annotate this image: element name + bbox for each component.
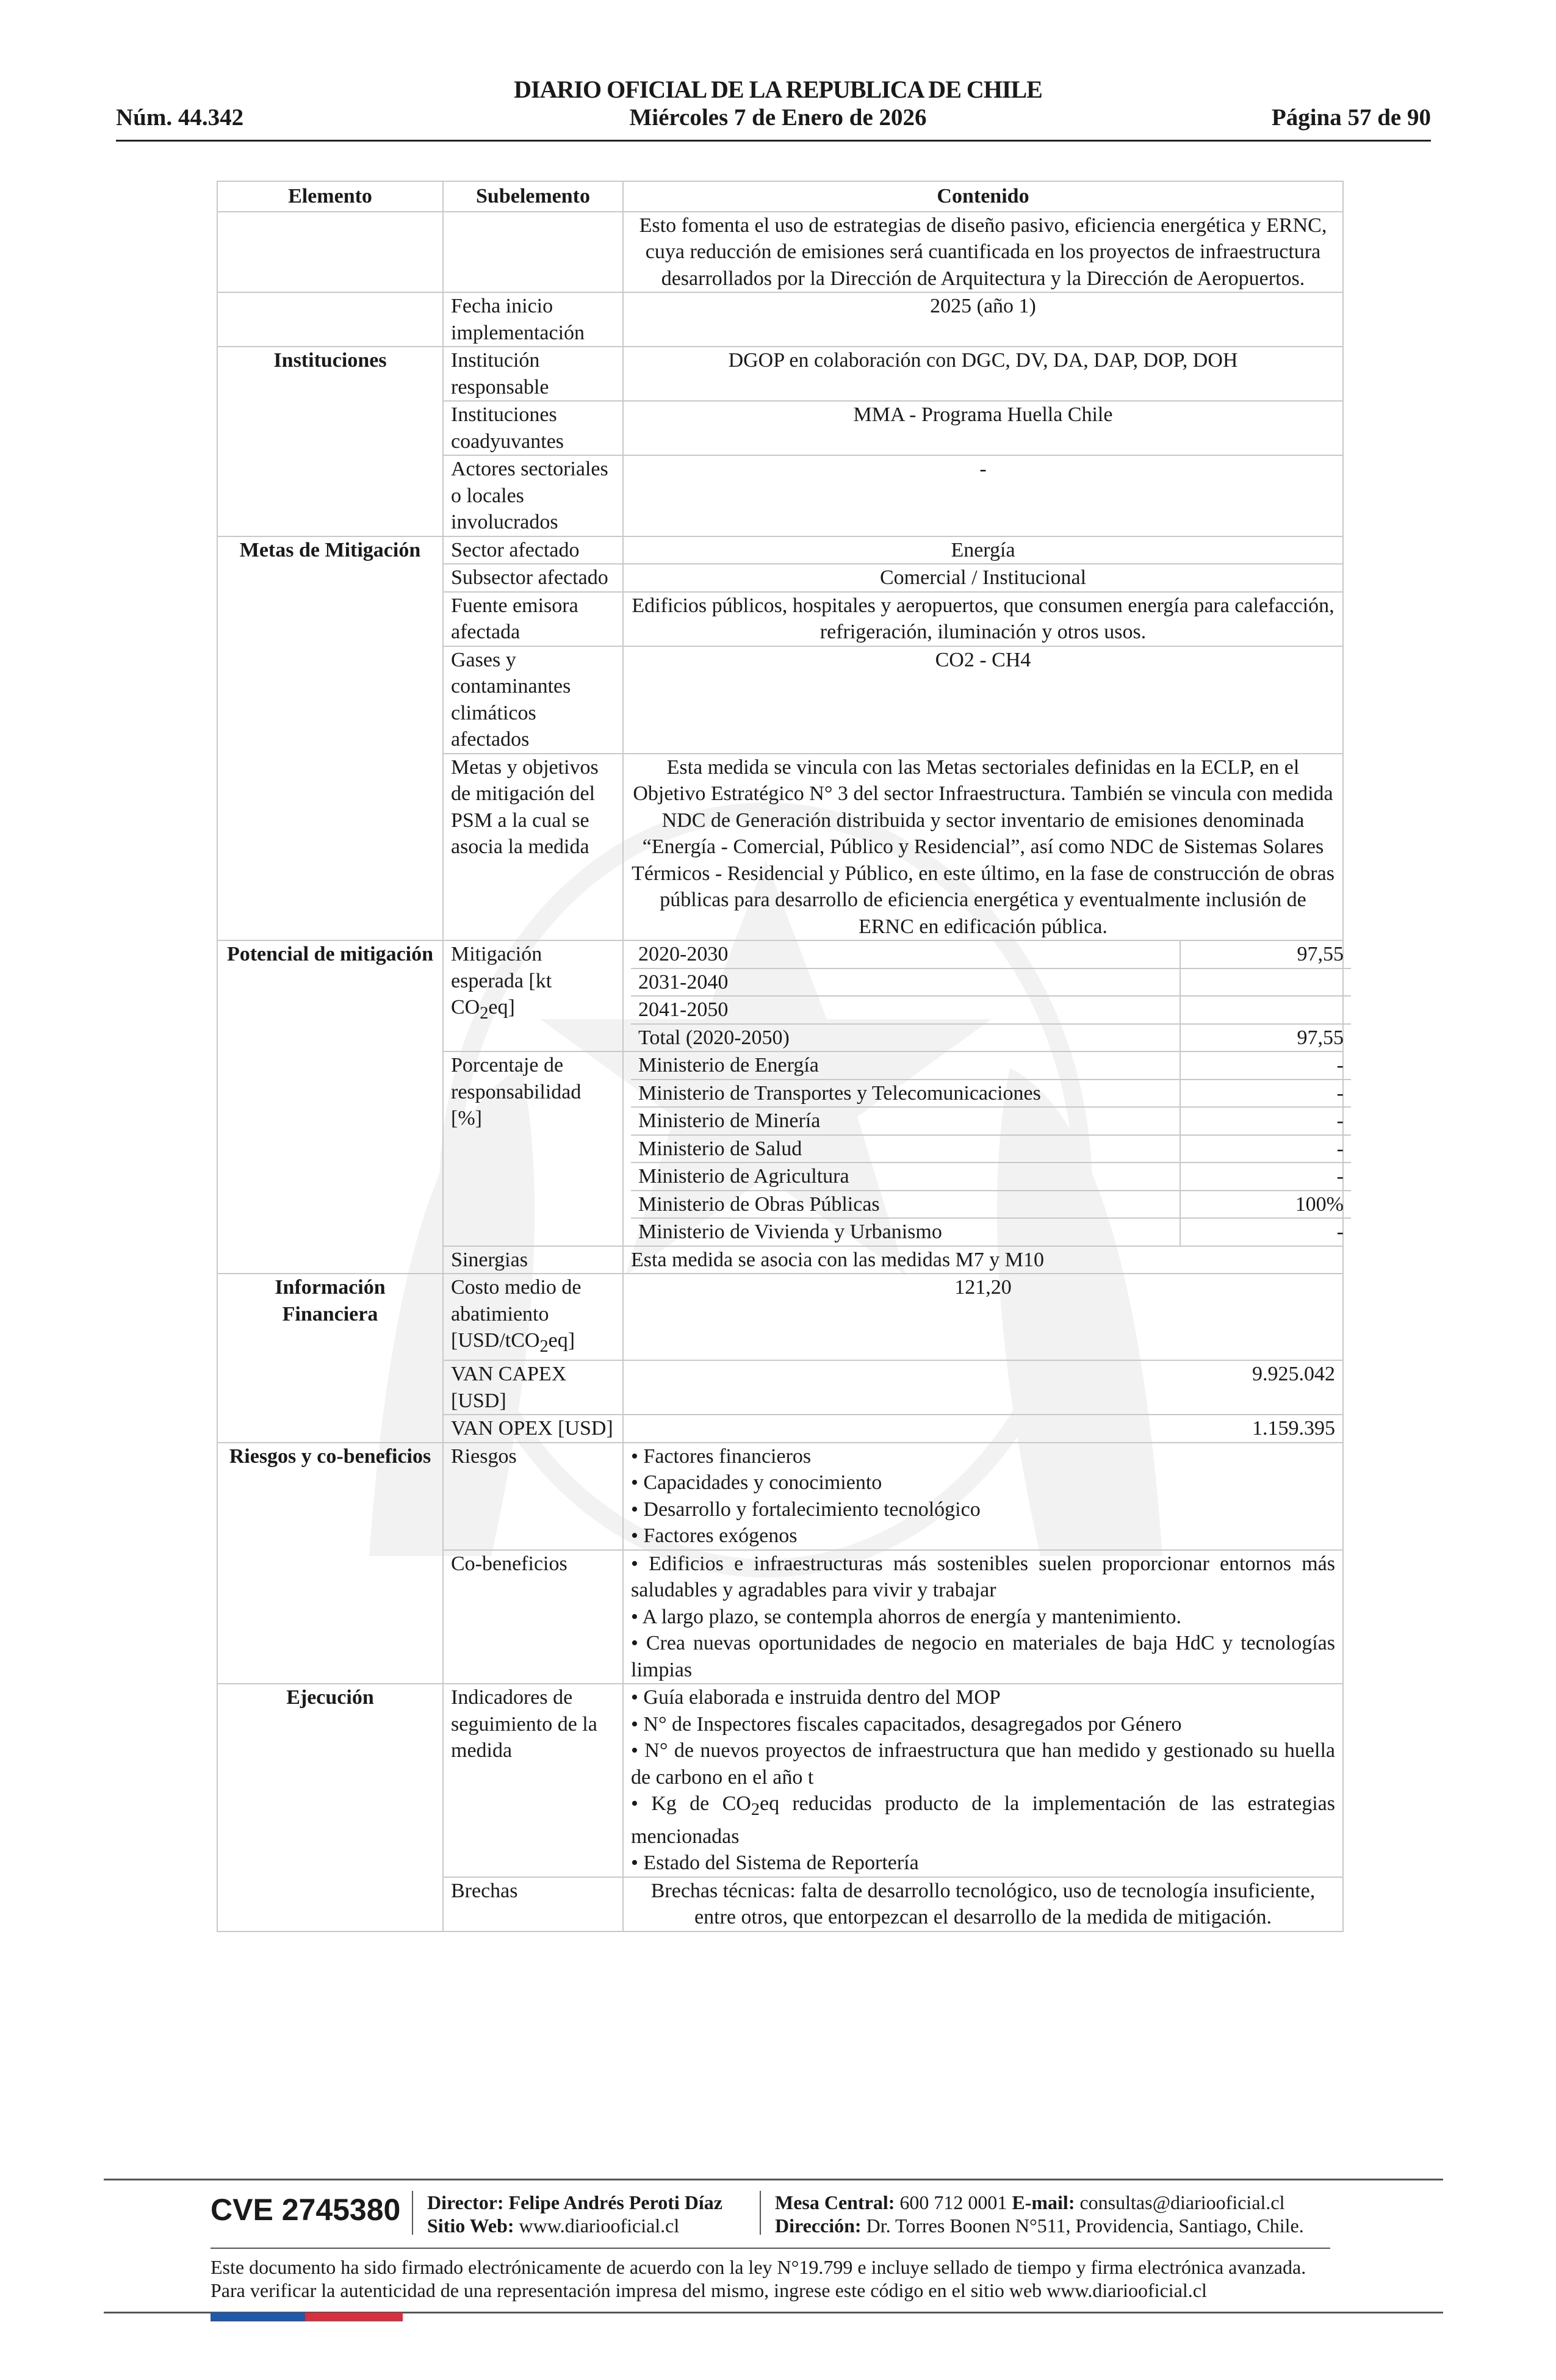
- element-metas: Metas de Mitigación: [217, 536, 443, 941]
- costo-label-unit: eq]: [548, 1329, 575, 1352]
- subsector-label: Subsector afectado: [443, 564, 623, 592]
- cobeneficios-list: [623, 1550, 1343, 1684]
- brechas-value: Brechas técnicas: falta de desarrollo tecnológico, uso de tecnología insuficiente, entre otros, que entorpezcan el desarrollo de la medida de mitigación.: [623, 1877, 1343, 1931]
- ministry-share: -: [1180, 1163, 1351, 1191]
- fuente-value: Edificios públicos, hospitales y aeropuertos, que consumen energía para calefacción, refrigeración, iluminación y otros usos.: [623, 592, 1343, 646]
- mesa-phone: 600 712 0001: [899, 2191, 1007, 2213]
- sinergias-value: Esta medida se asocia con las medidas M7 y M10: [623, 1246, 1343, 1274]
- footer-separator: [760, 2191, 761, 2235]
- sinergias-label: Sinergias: [443, 1246, 623, 1274]
- porcentaje-subtable-cell: [623, 1051, 1343, 1246]
- gases-value: CO2 - CH4: [623, 646, 1343, 754]
- fecha-label: Fecha inicio implementación: [443, 292, 623, 347]
- mitigacion-subtable: [631, 941, 1351, 1051]
- period-value: [1180, 968, 1351, 997]
- period-label: 2031-2040: [631, 968, 1180, 997]
- ministry-name: Ministerio de Salud: [631, 1135, 1180, 1163]
- coadyuvantes-label: Instituciones coadyuvantes: [443, 401, 623, 455]
- intro-text: Esto fomenta el uso de estrategias de diseño pasivo, eficiencia energética y ERNC, cuya reducción de emisiones será cuantificada en los proyectos de infraestructura desarrollados por la Dirección de Arquitectura y la Dirección de Aeropuertos.: [623, 212, 1343, 293]
- ministry-share: -: [1180, 1107, 1351, 1135]
- costo-label: [443, 1274, 623, 1360]
- subsector-value: Comercial / Institucional: [623, 564, 1343, 592]
- table-row: [217, 1684, 1343, 1877]
- header-divider: [116, 140, 1431, 142]
- mitigacion-subtable-cell: [623, 940, 1343, 1051]
- porcentaje-label: Porcentaje de responsabilidad [%]: [443, 1051, 623, 1246]
- costo-value: 121,20: [623, 1274, 1343, 1360]
- list-item: • Capacidades y conocimiento: [631, 1471, 882, 1495]
- empty-cell: [217, 212, 443, 293]
- sitio-line: [427, 2214, 722, 2237]
- objetivos-label: Metas y objetivos de mitigación del PSM a la cual se asocia la medida: [443, 754, 623, 941]
- indicadores-label: Indicadores de seguimiento de la medida: [443, 1684, 623, 1877]
- period-label: 2020-2030: [631, 941, 1180, 968]
- table-row: [631, 1135, 1351, 1163]
- porcentaje-subtable: [631, 1052, 1351, 1246]
- coadyuvantes-value: MMA - Programa Huella Chile: [623, 401, 1343, 455]
- footer-separator: [412, 2191, 413, 2235]
- capex-value: 9.925.042: [623, 1360, 1343, 1415]
- table-row: [631, 1052, 1351, 1080]
- list-item: • Desarrollo y fortalecimiento tecnológico: [631, 1498, 981, 1521]
- ministry-share: -: [1180, 1218, 1351, 1246]
- table-row: [631, 1191, 1351, 1219]
- mitigacion-label-unit: eq]: [488, 996, 515, 1019]
- ministry-name: Ministerio de Transportes y Telecomunicaciones: [631, 1080, 1180, 1108]
- kg-item-rest: eq reducidas producto de la implementación de las estrategias mencionadas: [631, 1792, 1335, 1848]
- col-header-contenido: Contenido: [623, 181, 1343, 212]
- list-item: • Factores exógenos: [631, 1524, 798, 1548]
- mesa-label: Mesa Central:: [775, 2191, 895, 2213]
- objetivos-value: Esta medida se vincula con las Metas sectoriales definidas en la ECLP, en el Objetivo Estratégico N° 3 del sector Infraestructura. También se vincula con medida NDC de Generación distribuida y sector inventario de emisiones denominada “Energía - Comercial, Público y Residencial”, así como NDC de Sistemas Solares Térmicos - Residencial y Público, en este último, en la fase de construcción de obras públicas para desarrollo de eficiencia energética y eventualmente inclusión de ERNC en edificación pública.: [623, 754, 1343, 941]
- footer-mid-divider: [211, 2248, 1330, 2249]
- responsable-label: Institución responsable: [443, 347, 623, 401]
- table-row: [631, 1107, 1351, 1135]
- sector-label: Sector afectado: [443, 536, 623, 564]
- ministry-share: -: [1180, 1080, 1351, 1108]
- sector-value: Energía: [623, 536, 1343, 564]
- element-instituciones: Instituciones: [217, 347, 443, 536]
- newspaper-title: DIARIO OFICIAL DE LA REPUBLICA DE CHILE: [514, 76, 1042, 103]
- responsable-value: DGOP en colaboración con DGC, DV, DA, DAP, DOP, DOH: [623, 347, 1343, 401]
- ministry-share: 100%: [1180, 1191, 1351, 1219]
- table-row: [631, 1024, 1351, 1051]
- footer-contact-block: [775, 2191, 1304, 2237]
- list-item: • Factores financieros: [631, 1444, 812, 1468]
- issue-number: Núm. 44.342: [116, 104, 244, 131]
- flag-stripe-blue: [211, 2313, 305, 2321]
- period-label: 2041-2050: [631, 996, 1180, 1024]
- table-row: [631, 941, 1351, 968]
- table-row: [631, 996, 1351, 1024]
- mesa-line: [775, 2191, 1304, 2214]
- mitigacion-label-text: Mitigación esperada [kt CO: [451, 943, 552, 1019]
- list-item: [631, 1790, 1335, 1850]
- ministry-name: Ministerio de Obras Públicas: [631, 1191, 1180, 1219]
- table-row: [217, 1274, 1343, 1360]
- element-financiera: Información Financiera: [217, 1274, 443, 1443]
- table-row: [631, 1080, 1351, 1108]
- col-header-elemento: Elemento: [217, 181, 443, 212]
- sitio-label: Sitio Web:: [427, 2215, 514, 2237]
- fuente-label: Fuente emisora afectada: [443, 592, 623, 646]
- element-riesgos: Riesgos y co-beneficios: [217, 1443, 443, 1684]
- brechas-label: Brechas: [443, 1877, 623, 1931]
- riesgos-list: [623, 1443, 1343, 1550]
- subscript-2: 2: [539, 1336, 549, 1356]
- table-row: [217, 1443, 1343, 1550]
- riesgos-label: Riesgos: [443, 1443, 623, 1550]
- legal-notice: Este documento ha sido firmado electrónicamente de acuerdo con la ley N°19.799 e incluye sellado de tiempo y firma electrónica avanzada. Para verificar la autenticidad de una representación impresa del mismo, ingrese este código en el sitio web www.diariooficial.cl: [211, 2256, 1306, 2301]
- footer-top-divider: [104, 2179, 1443, 2180]
- cobeneficios-label: Co-beneficios: [443, 1550, 623, 1684]
- list-item: • N° de nuevos proyectos de infraestructura que han medido y gestionado su huella de carbono en el año t: [631, 1739, 1335, 1789]
- table-row: [217, 940, 1343, 1051]
- ministry-share: -: [1180, 1135, 1351, 1163]
- ministry-share: -: [1180, 1052, 1351, 1080]
- direccion-label: Dirección:: [775, 2215, 862, 2237]
- email-label: E-mail:: [1012, 2191, 1075, 2213]
- table-row: [631, 1218, 1351, 1246]
- ministry-name: Ministerio de Agricultura: [631, 1163, 1180, 1191]
- list-item: • Crea nuevas oportunidades de negocio en materiales de baja HdC y tecnologías limpias: [631, 1632, 1335, 1681]
- mitigation-measure-table: [217, 181, 1344, 1932]
- email-link[interactable]: consultas@diariooficial.cl: [1079, 2191, 1285, 2213]
- element-potencial: Potencial de mitigación: [217, 940, 443, 1274]
- indicadores-list: [623, 1684, 1343, 1877]
- ministry-name: Ministerio de Minería: [631, 1107, 1180, 1135]
- table-row: [217, 347, 1343, 401]
- table-row: [217, 536, 1343, 564]
- empty-cell: [443, 212, 623, 293]
- subscript-2: 2: [751, 1800, 760, 1820]
- capex-label: VAN CAPEX [USD]: [443, 1360, 623, 1415]
- list-item: • N° de Inspectores fiscales capacitados, desagregados por Género: [631, 1712, 1182, 1736]
- list-item: • Guía elaborada e instruida dentro del MOP: [631, 1686, 1001, 1709]
- table-header-row: [217, 181, 1343, 212]
- mitigacion-label: [443, 940, 623, 1051]
- flag-stripe-red: [305, 2313, 403, 2321]
- director-line: [427, 2191, 722, 2214]
- list-item: • Estado del Sistema de Reportería: [631, 1852, 919, 1875]
- list-item: • Edificios e infraestructuras más sostenibles suelen proporcionar entornos más saludables y agradables para vivir y trabajar: [631, 1552, 1335, 1602]
- ministry-name: Ministerio de Energía: [631, 1052, 1180, 1080]
- opex-label: VAN OPEX [USD]: [443, 1415, 623, 1443]
- cve-code: CVE 2745380: [211, 2193, 401, 2227]
- issue-date: Miércoles 7 de Enero de 2026: [629, 104, 927, 131]
- actores-value: -: [623, 455, 1343, 536]
- table-row: [217, 292, 1343, 347]
- director-label: Director:: [427, 2191, 504, 2213]
- footer-director-block: [427, 2191, 722, 2237]
- period-value: 97,55: [1180, 1024, 1351, 1051]
- sitio-link[interactable]: www.diariooficial.cl: [519, 2215, 680, 2237]
- kg-item-text: • Kg de CO: [631, 1792, 751, 1816]
- opex-value: 1.159.395: [623, 1415, 1343, 1443]
- costo-label-text: Costo medio de abatimiento [USD/tCO: [451, 1276, 582, 1352]
- direccion-line: [775, 2214, 1304, 2237]
- element-ejecucion: Ejecución: [217, 1684, 443, 1931]
- empty-cell: [217, 292, 443, 347]
- col-header-subelemento: Subelemento: [443, 181, 623, 212]
- director-name: Felipe Andrés Peroti Díaz: [508, 2191, 722, 2213]
- table-row: [631, 1163, 1351, 1191]
- actores-label: Actores sectoriales o locales involucrados: [443, 455, 623, 536]
- page-number: Página 57 de 90: [1271, 104, 1431, 131]
- table-row: [217, 212, 1343, 293]
- list-item: • A largo plazo, se contempla ahorros de energía y mantenimiento.: [631, 1605, 1181, 1628]
- table-row: [631, 968, 1351, 997]
- period-label: Total (2020-2050): [638, 1026, 790, 1049]
- period-value: 97,55: [1180, 941, 1351, 968]
- subscript-2: 2: [480, 1003, 489, 1023]
- fecha-value: 2025 (año 1): [623, 292, 1343, 347]
- gases-label: Gases y contaminantes climáticos afectados: [443, 646, 623, 754]
- period-value: [1180, 996, 1351, 1024]
- ministry-name: Ministerio de Vivienda y Urbanismo: [638, 1221, 942, 1243]
- direccion-value: Dr. Torres Boonen N°511, Providencia, Santiago, Chile.: [866, 2215, 1304, 2237]
